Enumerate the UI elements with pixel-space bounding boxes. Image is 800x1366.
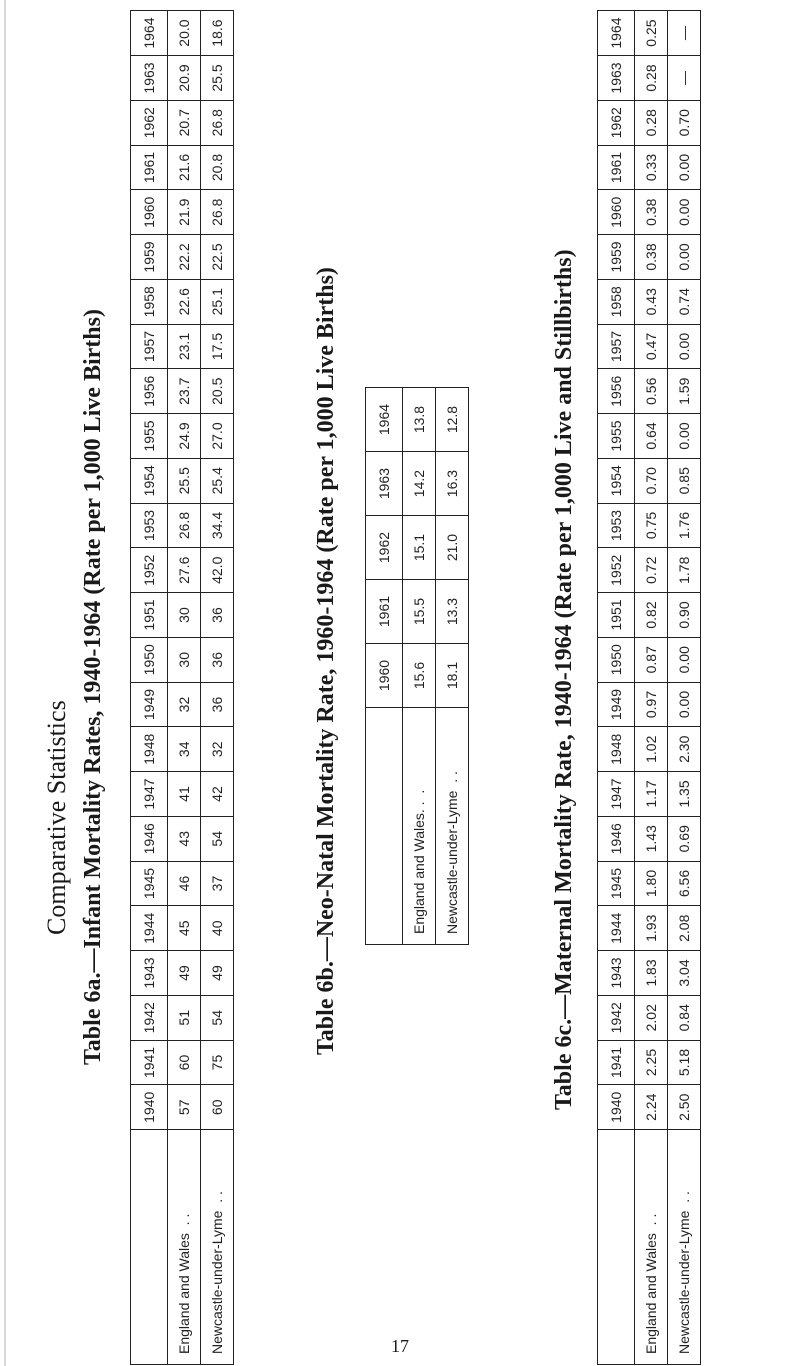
- scan-edge-line: [4, 0, 6, 1366]
- value-cell: 1.02: [635, 727, 668, 772]
- value-cell: 34: [168, 727, 201, 772]
- year-header: 1953: [598, 503, 635, 548]
- value-cell: 20.9: [168, 56, 201, 101]
- year-header: 1946: [598, 816, 635, 861]
- value-cell: 0.97: [635, 682, 668, 727]
- year-header: 1956: [598, 369, 635, 414]
- year-header: 1962: [366, 516, 403, 580]
- value-cell: 0.00: [668, 190, 701, 235]
- year-header: 1961: [366, 580, 403, 644]
- row-leader-dots: . .: [209, 1191, 225, 1203]
- value-cell: —: [668, 56, 701, 101]
- year-header: 1959: [131, 235, 168, 280]
- value-cell: 0.90: [668, 593, 701, 638]
- value-cell: 2.24: [635, 1085, 668, 1130]
- value-cell: 20.7: [168, 100, 201, 145]
- row-label: England and Wales: [643, 1233, 659, 1354]
- table-6a-caption: Table 6a.—Infant Mortality Rates, 1940-1964 (Rate per 1,000 Live Births): [80, 309, 106, 1065]
- value-cell: 15.6: [403, 644, 436, 708]
- year-header: 1940: [131, 1085, 168, 1130]
- row-label-cell: [403, 708, 436, 945]
- year-header: 1954: [131, 458, 168, 503]
- row-leader-dots: . .: [444, 771, 460, 783]
- value-cell: 36: [201, 593, 234, 638]
- value-cell: 0.75: [635, 503, 668, 548]
- value-cell: 22.2: [168, 235, 201, 280]
- value-cell: 1.93: [635, 906, 668, 951]
- value-cell: 46: [168, 861, 201, 906]
- statistics-table: [130, 10, 234, 1365]
- value-cell: 22.6: [168, 279, 201, 324]
- year-header: 1956: [131, 369, 168, 414]
- value-cell: 15.5: [403, 580, 436, 644]
- year-header: 1960: [366, 644, 403, 708]
- year-header: 1963: [131, 56, 168, 101]
- value-cell: 18.6: [201, 11, 234, 56]
- year-header: 1942: [131, 995, 168, 1040]
- row-leader-dots: . .: [643, 1213, 659, 1226]
- year-header: 1958: [598, 279, 635, 324]
- row-label-cell: [635, 1130, 668, 1365]
- value-cell: 2.02: [635, 995, 668, 1040]
- row-label-cell: [436, 708, 469, 945]
- year-header: 1949: [131, 682, 168, 727]
- value-cell: 36: [201, 682, 234, 727]
- value-cell: 16.3: [436, 452, 469, 516]
- value-cell: 3.04: [668, 951, 701, 996]
- value-cell: 2.25: [635, 1040, 668, 1085]
- year-header: 1947: [598, 772, 635, 817]
- table-6b-caption: Table 6b.—Neo-Natal Mortality Rate, 1960-1964 (Rate per 1,000 Live Births): [313, 267, 339, 1055]
- value-cell: 6.56: [668, 861, 701, 906]
- year-header: 1948: [131, 727, 168, 772]
- value-cell: 25.1: [201, 279, 234, 324]
- value-cell: 0.25: [635, 11, 668, 56]
- year-header: 1940: [598, 1085, 635, 1130]
- value-cell: 0.00: [668, 235, 701, 280]
- value-cell: 27.6: [168, 548, 201, 593]
- table-row: [168, 11, 201, 1365]
- row-label: Newcastle-under-Lyme: [209, 1210, 225, 1354]
- value-cell: 36: [201, 637, 234, 682]
- year-header: 1962: [131, 100, 168, 145]
- year-header: 1942: [598, 995, 635, 1040]
- row-label: England and Wales: [176, 1233, 192, 1354]
- year-header: 1957: [131, 324, 168, 369]
- value-cell: 15.1: [403, 516, 436, 580]
- value-cell: 21.6: [168, 145, 201, 190]
- value-cell: 0.00: [668, 682, 701, 727]
- value-cell: 0.28: [635, 56, 668, 101]
- year-header: 1955: [598, 414, 635, 459]
- value-cell: 0.00: [668, 637, 701, 682]
- table-header-row: [598, 11, 635, 1365]
- value-cell: 30: [168, 593, 201, 638]
- value-cell: 54: [201, 995, 234, 1040]
- value-cell: 25.5: [168, 458, 201, 503]
- page-number: 17: [391, 1336, 409, 1356]
- value-cell: 1.43: [635, 816, 668, 861]
- value-cell: 0.64: [635, 414, 668, 459]
- year-header: 1953: [131, 503, 168, 548]
- statistics-table: [597, 10, 701, 1365]
- year-header: 1950: [131, 637, 168, 682]
- value-cell: 25.5: [201, 56, 234, 101]
- value-cell: 13.3: [436, 580, 469, 644]
- year-header: 1951: [598, 593, 635, 638]
- year-header: 1957: [598, 324, 635, 369]
- value-cell: 0.72: [635, 548, 668, 593]
- value-cell: 1.80: [635, 861, 668, 906]
- year-header: 1951: [131, 593, 168, 638]
- year-header: 1947: [131, 772, 168, 817]
- value-cell: 22.5: [201, 235, 234, 280]
- row-label: Newcastle-under-Lyme: [676, 1210, 692, 1354]
- year-header: 1963: [366, 452, 403, 516]
- year-header: 1963: [598, 56, 635, 101]
- value-cell: 42.0: [201, 548, 234, 593]
- value-cell: 0.43: [635, 279, 668, 324]
- value-cell: 75: [201, 1040, 234, 1085]
- year-header: 1950: [598, 637, 635, 682]
- value-cell: 0.38: [635, 235, 668, 280]
- year-header: 1954: [598, 458, 635, 503]
- year-header: 1959: [598, 235, 635, 280]
- value-cell: 17.5: [201, 324, 234, 369]
- header-corner-cell: [598, 1130, 635, 1365]
- year-header: 1949: [598, 682, 635, 727]
- value-cell: 21.0: [436, 516, 469, 580]
- value-cell: 2.30: [668, 727, 701, 772]
- value-cell: 45: [168, 906, 201, 951]
- year-header: 1945: [131, 861, 168, 906]
- row-label-cell: [168, 1130, 201, 1365]
- value-cell: 20.0: [168, 11, 201, 56]
- value-cell: 0.47: [635, 324, 668, 369]
- value-cell: 23.7: [168, 369, 201, 414]
- page-heading: Comparative Statistics: [42, 700, 71, 935]
- year-header: 1961: [131, 145, 168, 190]
- value-cell: 41: [168, 772, 201, 817]
- value-cell: 24.9: [168, 414, 201, 459]
- table-6b-rotated: [365, 387, 469, 945]
- value-cell: 18.1: [436, 644, 469, 708]
- value-cell: 32: [168, 682, 201, 727]
- value-cell: 0.00: [668, 324, 701, 369]
- value-cell: 0.28: [635, 100, 668, 145]
- row-leader-dots: . .: [176, 1213, 192, 1226]
- value-cell: 12.8: [436, 388, 469, 452]
- year-header: 1943: [598, 951, 635, 996]
- value-cell: 57: [168, 1085, 201, 1130]
- table-row: [635, 11, 668, 1365]
- value-cell: 1.78: [668, 548, 701, 593]
- year-header: 1946: [131, 816, 168, 861]
- value-cell: —: [668, 11, 701, 56]
- row-label: Newcastle-under-Lyme: [444, 790, 460, 934]
- value-cell: 0.38: [635, 190, 668, 235]
- value-cell: 25.4: [201, 458, 234, 503]
- value-cell: 0.70: [635, 458, 668, 503]
- year-header: 1960: [131, 190, 168, 235]
- year-header: 1961: [598, 145, 635, 190]
- year-header: 1955: [131, 414, 168, 459]
- value-cell: 0.56: [635, 369, 668, 414]
- value-cell: 1.59: [668, 369, 701, 414]
- value-cell: 0.00: [668, 414, 701, 459]
- table-row: [668, 11, 701, 1365]
- table-row: [436, 388, 469, 945]
- value-cell: 54: [201, 816, 234, 861]
- value-cell: 0.82: [635, 593, 668, 638]
- value-cell: 30: [168, 637, 201, 682]
- row-label: England and Wales. .: [411, 801, 427, 934]
- value-cell: 49: [168, 951, 201, 996]
- value-cell: 26.8: [168, 503, 201, 548]
- year-header: 1952: [598, 548, 635, 593]
- value-cell: 0.70: [668, 100, 701, 145]
- value-cell: 42: [201, 772, 234, 817]
- value-cell: 60: [201, 1085, 234, 1130]
- value-cell: 13.8: [403, 388, 436, 452]
- header-corner-cell: [366, 708, 403, 945]
- value-cell: 26.8: [201, 190, 234, 235]
- value-cell: 37: [201, 861, 234, 906]
- table-header-row: [131, 11, 168, 1365]
- year-header: 1948: [598, 727, 635, 772]
- row-label-cell: [201, 1130, 234, 1365]
- value-cell: 0.87: [635, 637, 668, 682]
- value-cell: 40: [201, 906, 234, 951]
- value-cell: 26.8: [201, 100, 234, 145]
- value-cell: 27.0: [201, 414, 234, 459]
- value-cell: 43: [168, 816, 201, 861]
- table-row: [403, 388, 436, 945]
- row-label-cell: [668, 1130, 701, 1365]
- year-header: 1945: [598, 861, 635, 906]
- value-cell: 1.83: [635, 951, 668, 996]
- table-6a-rotated: [130, 10, 234, 1365]
- value-cell: 0.84: [668, 995, 701, 1040]
- value-cell: 20.8: [201, 145, 234, 190]
- value-cell: 0.00: [668, 145, 701, 190]
- value-cell: 0.69: [668, 816, 701, 861]
- table-6c-rotated: [597, 10, 701, 1365]
- year-header: 1943: [131, 951, 168, 996]
- value-cell: 60: [168, 1040, 201, 1085]
- year-header: 1964: [131, 11, 168, 56]
- table-header-row: [366, 388, 403, 945]
- value-cell: 1.17: [635, 772, 668, 817]
- value-cell: 14.2: [403, 452, 436, 516]
- value-cell: 1.35: [668, 772, 701, 817]
- year-header: 1944: [598, 906, 635, 951]
- value-cell: 34.4: [201, 503, 234, 548]
- year-header: 1964: [598, 11, 635, 56]
- row-leader-dots: . .: [676, 1191, 692, 1203]
- value-cell: 23.1: [168, 324, 201, 369]
- year-header: 1944: [131, 906, 168, 951]
- year-header: 1952: [131, 548, 168, 593]
- value-cell: 32: [201, 727, 234, 772]
- table-6c-caption: Table 6c.—Maternal Mortality Rate, 1940-1964 (Rate per 1,000 Live and Stillbirths): [551, 249, 577, 1110]
- value-cell: 51: [168, 995, 201, 1040]
- table-row: [201, 11, 234, 1365]
- value-cell: 2.50: [668, 1085, 701, 1130]
- value-cell: 0.85: [668, 458, 701, 503]
- value-cell: 0.74: [668, 279, 701, 324]
- value-cell: 21.9: [168, 190, 201, 235]
- year-header: 1962: [598, 100, 635, 145]
- value-cell: 0.33: [635, 145, 668, 190]
- statistics-table: [365, 387, 469, 945]
- header-corner-cell: [131, 1130, 168, 1365]
- row-leader-dots: .: [411, 789, 427, 794]
- value-cell: 1.76: [668, 503, 701, 548]
- value-cell: 49: [201, 951, 234, 996]
- year-header: 1941: [131, 1040, 168, 1085]
- value-cell: 2.08: [668, 906, 701, 951]
- value-cell: 5.18: [668, 1040, 701, 1085]
- year-header: 1958: [131, 279, 168, 324]
- year-header: 1964: [366, 388, 403, 452]
- value-cell: 20.5: [201, 369, 234, 414]
- year-header: 1960: [598, 190, 635, 235]
- year-header: 1941: [598, 1040, 635, 1085]
